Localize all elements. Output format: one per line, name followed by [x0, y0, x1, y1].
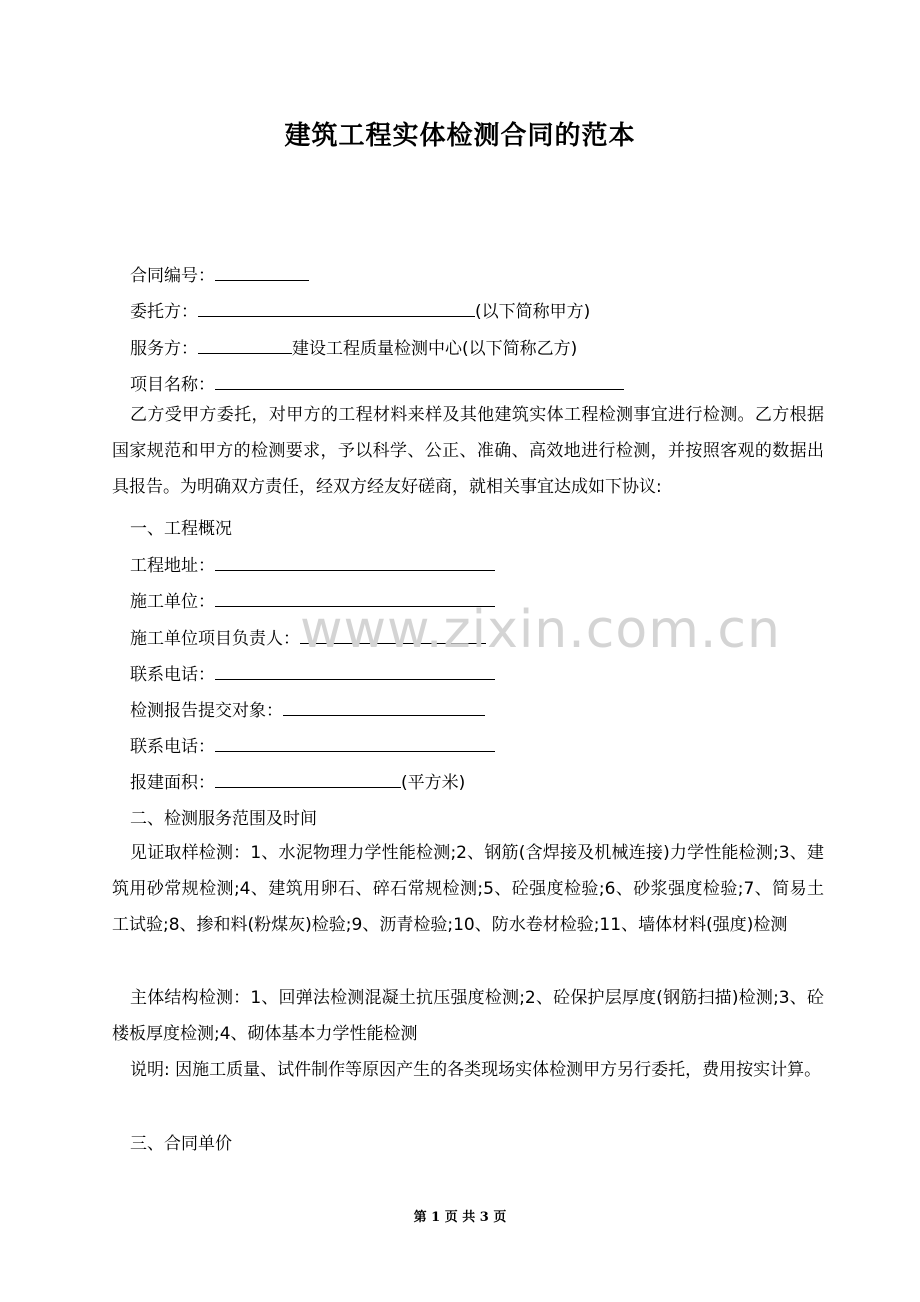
client-line	[130, 299, 590, 325]
phone1-line	[130, 662, 495, 688]
area-label: 报建面积：	[130, 773, 215, 793]
client-suffix: (以下简称甲方)	[475, 302, 591, 322]
client-label: 委托方：	[130, 302, 198, 322]
client-blank[interactable]	[198, 299, 475, 317]
report-to-blank[interactable]	[283, 698, 485, 716]
phone1-blank[interactable]	[215, 662, 495, 680]
contract-number-blank[interactable]	[215, 263, 309, 281]
section3-heading: 三、合同单价	[130, 1134, 232, 1154]
phone2-label: 联系电话：	[130, 737, 215, 757]
structure-testing-paragraph: 主体结构检测：1、回弹法检测混凝土抗压强度检测;2、砼保护层厚度(钢筋扫描)检测;3、砼楼板厚度检测;4、砌体基本力学性能检测	[112, 988, 824, 1044]
provider-suffix: 建设工程质量检测中心(以下简称乙方)	[292, 339, 578, 359]
project-name-blank[interactable]	[215, 372, 624, 390]
section1-heading: 一、工程概况	[130, 519, 232, 539]
phone1-label: 联系电话：	[130, 665, 215, 685]
provider-line	[130, 336, 577, 362]
builder-lead-label: 施工单位项目负责人：	[130, 629, 300, 649]
intro-paragraph: 乙方受甲方委托，对甲方的工程材料来样及其他建筑实体工程检测事宜进行检测。乙方根据国家规范和甲方的检测要求，予以科学、公正、准确、高效地进行检测，并按照客观的数据出具报告。为明确双方责任，经双方经友好磋商，就相关事宜达成如下协议:	[112, 405, 824, 497]
project-name-label: 项目名称：	[130, 375, 215, 395]
report-to-line	[130, 698, 485, 724]
area-unit: (平方米)	[401, 773, 466, 793]
contract-number-line	[130, 263, 309, 289]
provider-blank[interactable]	[198, 336, 292, 354]
witness-sampling-paragraph: 见证取样检测：1、水泥物理力学性能检测;2、钢筋(含焊接及机械连接)力学性能检测;3、建筑用砂常规检测;4、建筑用卵石、碎石常规检测;5、砼强度检验;6、砂浆强度检验;7、简易土工试验;8、掺和料(粉煤灰)检验;9、沥青检验;10、防水卷材检验;11、墙体材料(强度)检测	[112, 843, 824, 935]
report-to-label: 检测报告提交对象：	[130, 701, 283, 721]
address-label: 工程地址：	[130, 556, 215, 576]
area-blank[interactable]	[215, 770, 401, 788]
note-paragraph: 说明: 因施工质量、试件制作等原因产生的各类现场实体检测甲方另行委托，费用按实计算。	[130, 1060, 822, 1080]
page-footer: 第 1 页 共 3 页	[413, 1210, 507, 1225]
watermark: www.zixin.com.cn	[300, 600, 781, 660]
builder-label: 施工单位：	[130, 592, 215, 612]
phone2-line	[130, 734, 495, 760]
document-title: 建筑工程实体检测合同的范本	[284, 121, 636, 151]
project-name-line	[130, 372, 624, 398]
address-line	[130, 553, 495, 579]
contract-number-label: 合同编号：	[130, 266, 215, 286]
address-blank[interactable]	[215, 553, 495, 571]
phone2-blank[interactable]	[215, 734, 495, 752]
provider-label: 服务方：	[130, 339, 198, 359]
area-line	[130, 770, 465, 796]
section2-heading: 二、检测服务范围及时间	[130, 809, 317, 829]
